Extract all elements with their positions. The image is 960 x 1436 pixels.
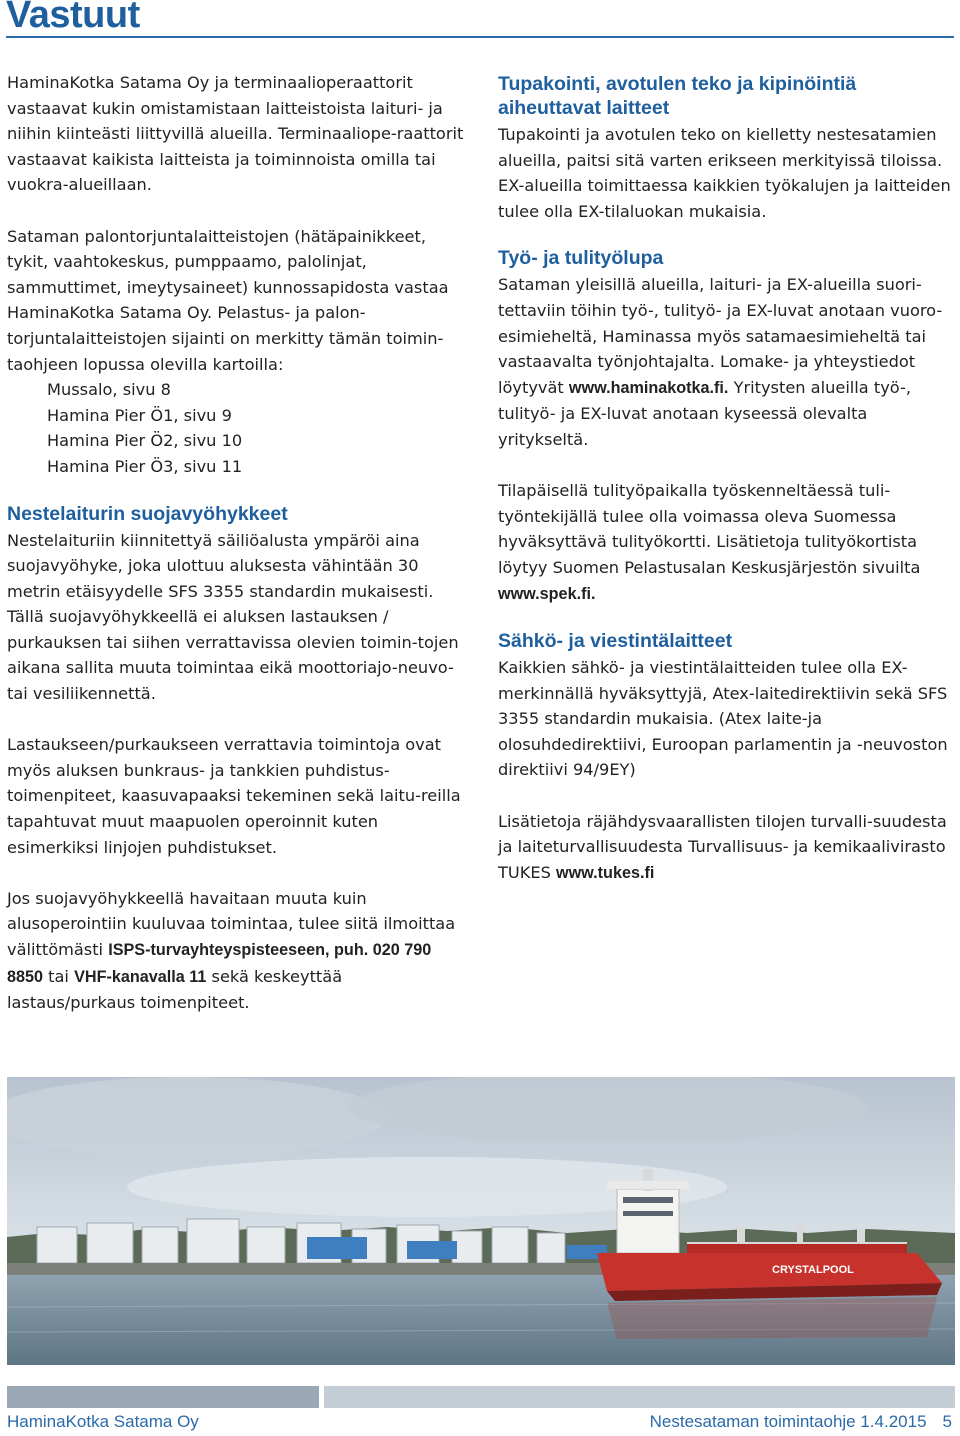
report-text: Jos suojavyöhykkeellä havaitaan muuta kuin alusoperointiin kuuluvaa toimintaa, tulee siitä ilmoittaa välittömästi (7, 888, 456, 959)
work-permit-paragraph (498, 272, 956, 452)
spek-link[interactable]: www.spek.fi. (498, 584, 596, 603)
intro-paragraph: HaminaKotka Satama Oy ja terminaalioperaattorit vastaavat kukin omistamistaan laitteistoista laituri- ja niihin kiinteästi liittyvillä alueilla. Terminaaliope-raattorit vastaavat kaikista laitteista ja toiminnoista omilla tai vuokra-alueillaan. (7, 73, 464, 195)
fire-equipment-text: Sataman palontorjuntalaitteistojen (hätäpainikkeet, tykit, vaahtokeskus, pumppaamo, palolinjat, sammuttimet, imeytysaineet) kunnossapidosta vastaa HaminaKotka Satama Oy. Pelastus- ja palon-torjuntalaitteistojen sijainti on merkitty tämän toimin-taohjeen lopussa olevilla kartoilla: (7, 226, 449, 374)
tukes-text: Lisätietoja räjähdysvaarallisten tilojen turvalli-suudesta ja laiteturvallisuudesta Turvallisuus- ja kemikaalivirasto TUKES (498, 811, 947, 882)
heading-tyolupa: Työ- ja tulityölupa (498, 247, 664, 270)
footer-doc-title: Nestesataman toimintaohje 1.4.2015 (649, 1412, 927, 1431)
page-number: 5 (942, 1412, 952, 1431)
tukes-link[interactable]: www.tukes.fi (556, 863, 655, 882)
work-permit-text: Sataman yleisillä alueilla, laituri- ja EX-alueilla suori-tettaviin töihin työ-, tulityö- ja EX-luvat anotaan vuoro-esimieheltä, Haminassa myös satamaesimieheltä tai vastaavalta työnjohtajalta. Lomake- ja yhteystiedot löytyvät (498, 275, 943, 397)
map-list-item: Hamina Pier Ö3, sivu 11 (47, 456, 243, 476)
fire-equipment-paragraph (7, 224, 469, 480)
haminakotka-link[interactable]: www.haminakotka.fi. (568, 378, 729, 397)
map-list-item: Hamina Pier Ö2, sivu 10 (47, 431, 243, 451)
vhf-channel: VHF-kanavalla 11 (74, 967, 207, 986)
electrical-paragraph: Kaikkien sähkö- ja viestintälaitteiden tulee olla EX-merkinnällä hyväksyttyjä, Atex-laitedirektiivin sekä SFS 3355 standardin mukaisia. (Atex laite-ja olosuhdedirektiivi, Euroopan parlamentin ja -neuvoston direktiivi 94/9EY) (498, 658, 948, 780)
hot-work-card-text: Tilapäisellä tulityöpaikalla työskenneltäessä tuli-työntekijällä tulee olla voimassa oleva Suomessa hyväksyttävä tulityökortti. Lisätietoja tulityökortista löytyy Suomen Pelastusalan Keskusjärjestön sivuilta (498, 481, 921, 577)
report-text-or: tai (43, 966, 75, 986)
report-paragraph (7, 886, 469, 1016)
footer-bar-left (7, 1386, 319, 1408)
comparable-operations-paragraph: Lastaukseen/purkaukseen verrattavia toimintoja ovat myös aluksen bunkraus- ja tankkien puhdistus-toimenpiteet, kaasuvapaaksi tekeminen sekä laitu-reilla tapahtuvat muut maapuolen operoinnit kuten esimerkiksi linjojen puhdistukset. (7, 735, 461, 857)
heading-sahko: Sähkö- ja viestintälaitteet (498, 630, 733, 653)
protection-zone-paragraph: Nestelaituriin kiinnitettyä säiliöalusta ympäröi aina suojavyöhyke, joka ulottuu aluksesta vähintään 30 metrin etäisyydelle SFS 3355 standardin mukaisesti. Tällä suojavyöhykkeellä ei aluksen lastauksen / purkauksen tai siihen verrattavissa olevien toimin-tojen aikana sallita muuta toimintaa eikä moottoriajo-neuvo- tai vesiliikennettä. (7, 530, 459, 704)
report-text-end: sekä keskeyttää lastaus/purkaus toimenpiteet. (7, 966, 343, 1013)
ship-name-label: CRYSTALPOOL (772, 1264, 854, 1276)
footer-document (650, 1412, 952, 1432)
work-permit-text-end: Yritysten alueilla työ-, tulityö- ja EX-luvat anotaan kyseessä olevalta yritykseltä. (498, 377, 911, 449)
heading-tupakointi: Tupakointi, avotulen teko ja kipinöintiä aiheuttavat laitteet (498, 73, 857, 119)
harbor-photo (7, 1077, 955, 1365)
right-column (498, 70, 956, 886)
footer-bar-right (324, 1386, 955, 1408)
isps-contact: ISPS-turvayhteyspisteeseen, puh. 020 790 8850 (7, 941, 432, 986)
title-divider (6, 36, 954, 38)
tukes-paragraph (498, 809, 956, 887)
hot-work-card-paragraph (498, 478, 956, 607)
map-list-item: Hamina Pier Ö1, sivu 9 (47, 405, 232, 425)
footer-company: HaminaKotka Satama Oy (7, 1412, 199, 1431)
smoking-paragraph: Tupakointi ja avotulen teko on kielletty nestesatamien alueilla, paitsi sitä varten erikseen merkityissä tiloissa. EX-alueilla toimittaessa kaikkien työkalujen ja laitteiden tulee olla EX-tilaluokan mukaisia. (498, 125, 951, 221)
map-list-item: Mussalo, sivu 8 (47, 380, 171, 400)
left-column (7, 70, 469, 1016)
page-title: Vastuut (6, 0, 140, 36)
heading-nestelaituri: Nestelaiturin suojavyöhykkeet (7, 502, 288, 525)
